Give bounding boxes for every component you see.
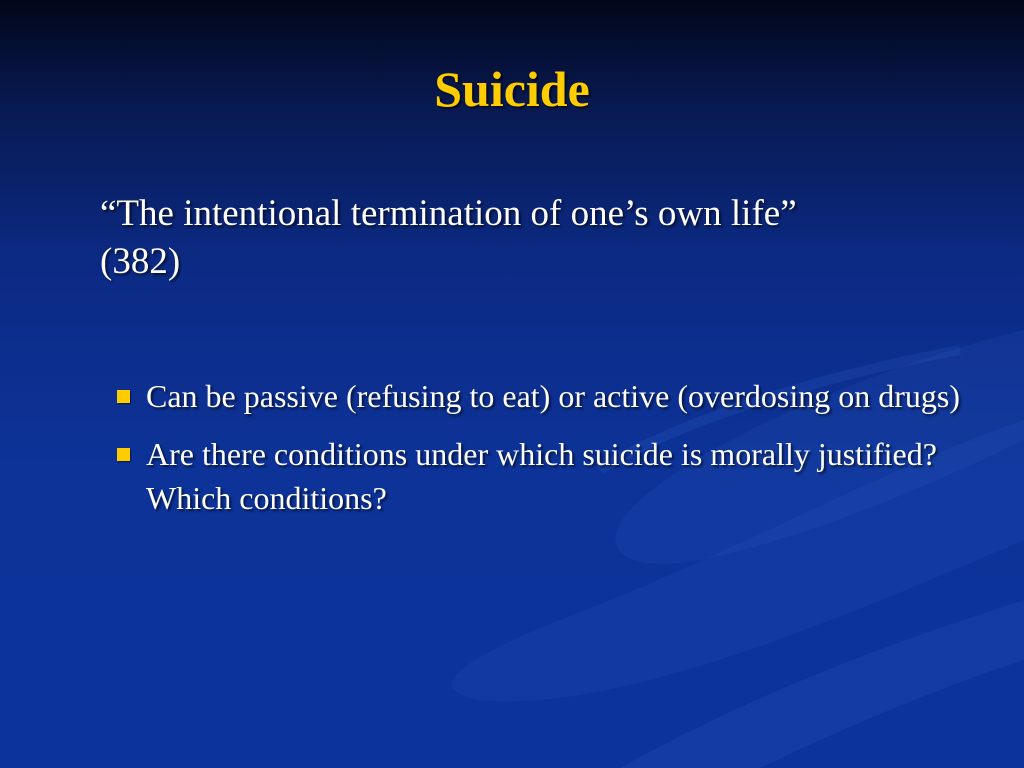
quote-text: “The intentional termination of one’s own life” (100, 193, 797, 234)
bullet-list (112, 374, 972, 534)
quote-citation: (382) (100, 241, 181, 282)
bullet-item (112, 432, 972, 520)
bullet-text: Are there conditions under which suicide is morally justified? Which conditions? (146, 436, 937, 516)
square-bullet-icon (117, 448, 130, 461)
slide-title: Suicide (434, 61, 590, 117)
square-bullet-icon (117, 390, 130, 403)
bullet-text: Can be passive (refusing to eat) or active (overdosing on drugs) (146, 378, 960, 414)
definition-quote (100, 190, 980, 286)
bullet-item (112, 374, 972, 418)
